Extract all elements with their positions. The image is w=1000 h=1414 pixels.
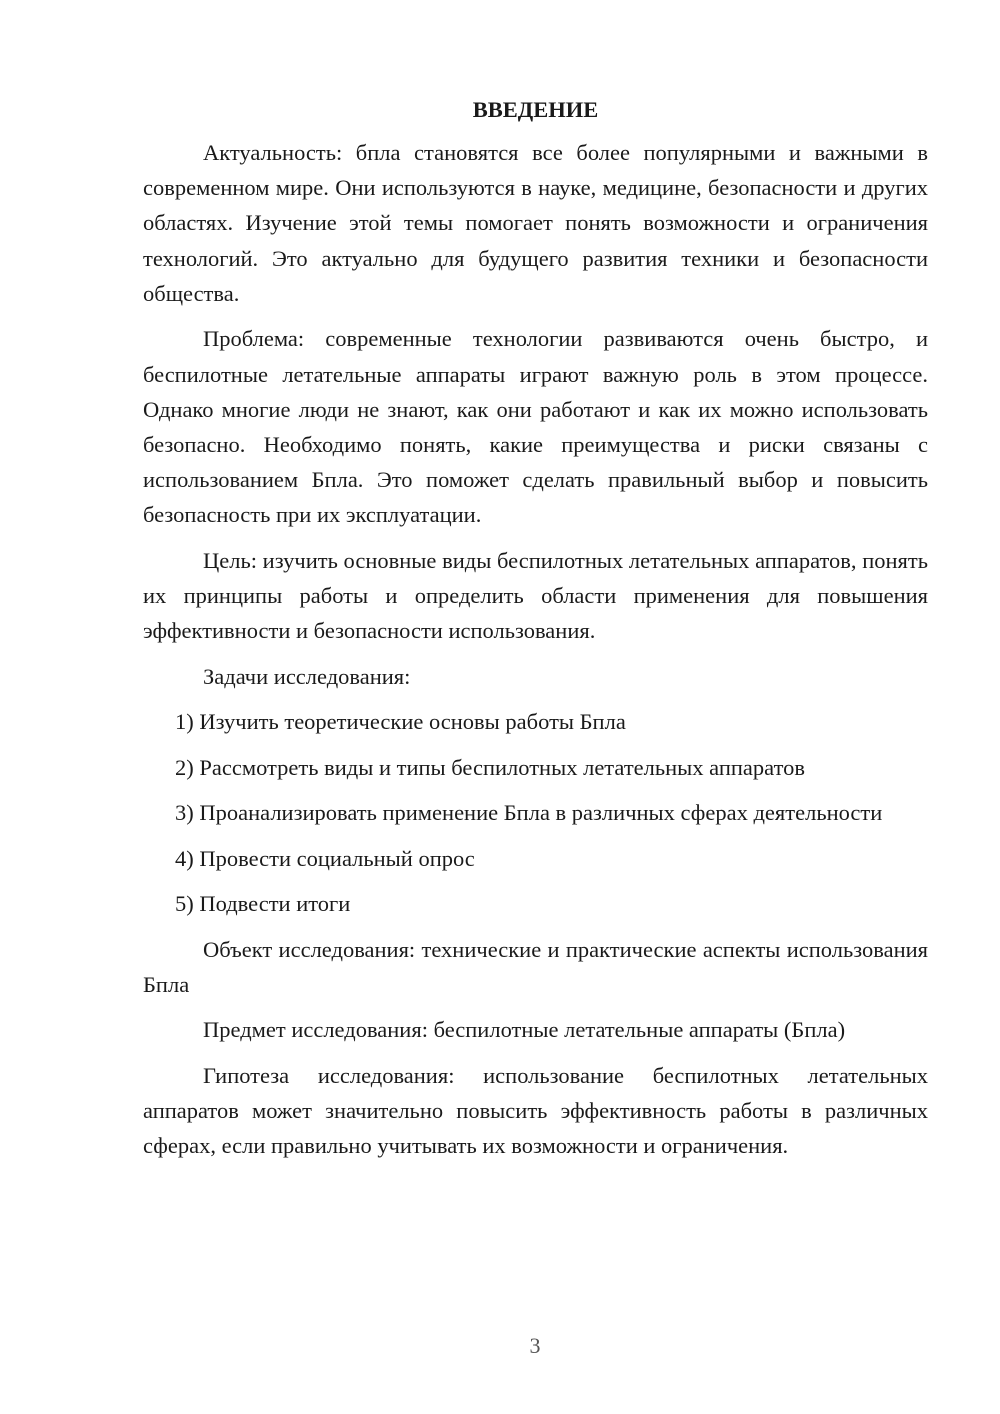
list-item: 2) Рассмотреть виды и типы беспилотных летательных аппаратов xyxy=(175,754,805,780)
page-number: 3 xyxy=(529,1333,541,1358)
paragraph-goal: Цель: изучить основные виды беспилотных летательных аппаратов, понять их принципы работы и определить области применения для повышения эффективности и безопасности использования. xyxy=(143,547,928,644)
paragraph-subject: Предмет исследования: беспилотные летательные аппараты (Бпла) xyxy=(203,1017,846,1043)
section-title: ВВЕДЕНИЕ xyxy=(472,97,599,122)
list-item: 5) Подвести итоги xyxy=(175,891,351,917)
paragraph-tasks-heading: Задачи исследования: xyxy=(203,663,411,689)
paragraph-hypothesis: Гипотеза исследования: использование беспилотных летательных аппаратов может значительно повысить эффективность работы в различных сферах, если правильно учитывать их возможности и ограничения. xyxy=(143,1062,928,1159)
paragraph-object: Объект исследования: технические и практические аспекты использования Бпла xyxy=(143,936,928,997)
list-item: 1) Изучить теоретические основы работы Бпла xyxy=(175,709,626,735)
list-item: 3) Проанализировать применение Бпла в различных сферах деятельности xyxy=(175,800,883,826)
paragraph-relevance: Актуальность: бпла становятся все более популярными и важными в современном мире. Они используются в науке, медицине, безопасности и других областях. Изучение этой темы помогает понять возможности и ограничения технологий. Это актуально для будущего развития техники и безопасности общества. xyxy=(143,140,928,306)
document-page xyxy=(143,95,928,1174)
paragraph-problem: Проблема: современные технологии развиваются очень быстро, и беспилотные летательные аппараты играют важную роль в этом процессе. Однако многие люди не знают, как они работают и как их можно использовать безопасно. Необходимо понять, какие преимущества и риски связаны с использованием Бпла. Это поможет сделать правильный выбор и повысить безопасность при их эксплуатации. xyxy=(143,326,928,528)
list-item: 4) Провести социальный опрос xyxy=(175,845,475,871)
